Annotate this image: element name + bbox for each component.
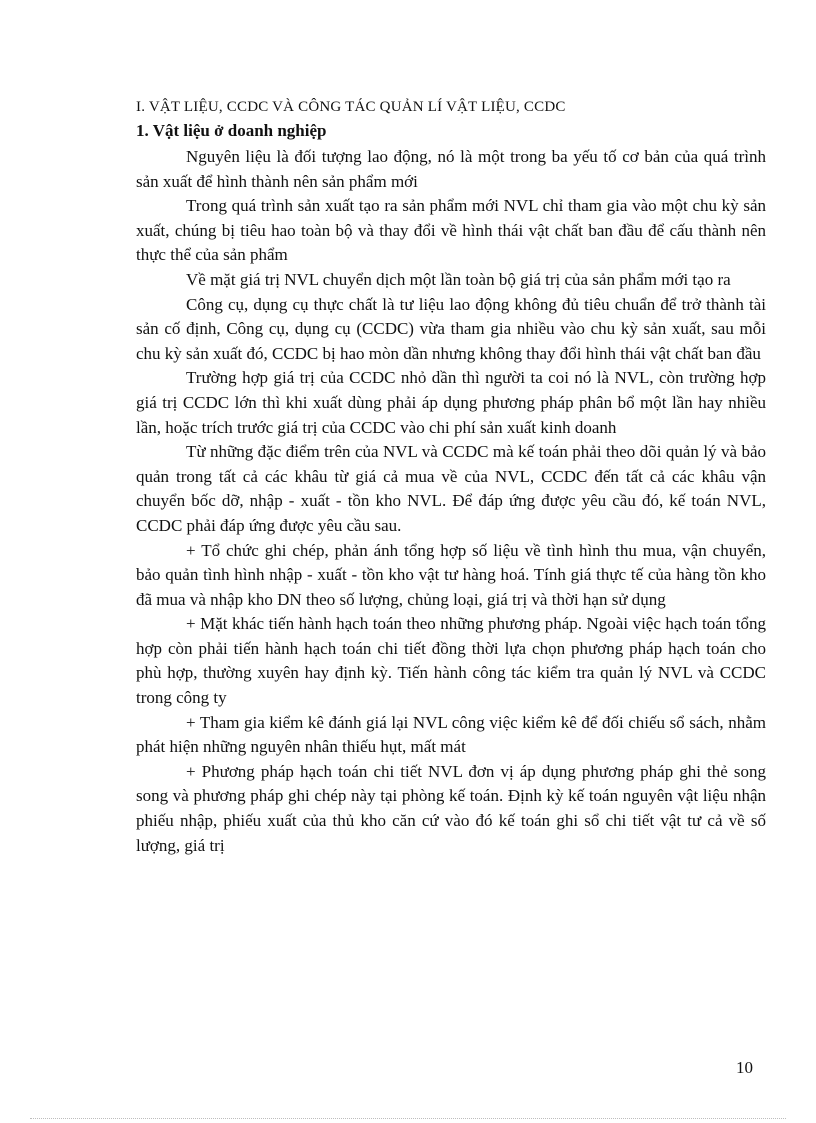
paragraph: Công cụ, dụng cụ thực chất là tư liệu lao động không đủ tiêu chuẩn để trở thành tài sản cố định, Công cụ, dụng cụ (CCDC) vừa tham gia nhiều vào chu kỳ sản xuất, sau mỗi chu kỳ sản xuất đó, CCDC bị hao mòn dần nhưng không thay đổi hình thái vật chất ban đầu: [136, 294, 766, 363]
paragraph: Trường hợp giá trị của CCDC nhỏ dần thì người ta coi nó là NVL, còn trường hợp giá trị CCDC lớn thì khi xuất dùng phải áp dụng phương pháp phân bổ một lần hay nhiều lần, hoặc trích trước giá trị của CCDC vào chi phí sản xuất kinh doanh: [136, 368, 766, 437]
paragraph: Về mặt giá trị NVL chuyển dịch một lần toàn bộ giá trị của sản phẩm mới tạo ra: [186, 269, 731, 289]
subsection-title: 1. Vật liệu ở doanh nghiệp: [136, 121, 327, 140]
section-title: I. VẬT LIỆU, CCDC VÀ CÔNG TÁC QUẢN LÍ VẬT LIỆU, CCDC: [136, 99, 566, 115]
paragraph: Nguyên liệu là đối tượng lao động, nó là một trong ba yếu tố cơ bản của quá trình sản xuất để hình thành nên sản phẩm mới: [136, 147, 766, 191]
paragraph: + Tham gia kiểm kê đánh giá lại NVL công việc kiểm kê để đối chiếu sổ sách, nhằm phát hiện những nguyên nhân thiếu hụt, mất mát: [136, 712, 766, 757]
page-bottom-divider: [30, 1118, 786, 1119]
paragraph: + Mặt khác tiến hành hạch toán theo những phương pháp. Ngoài việc hạch toán tổng hợp còn phải tiến hành hạch toán chi tiết đồng thời lựa chọn phương pháp hạch toán cho phù hợp, thường xuyên hay định kỳ. Tiến hành công tác kiểm tra quản lý NVL và CCDC trong công ty: [136, 614, 766, 708]
paragraph: Từ những đặc điểm trên của NVL và CCDC mà kế toán phải theo dõi quản lý và bảo quản trong tất cả các khâu từ giá cả mua về của NVL, CCDC đến tất cả các khâu vận chuyển bốc dỡ, nhập - xuất - tồn kho NVL. Để đáp ứng được yêu cầu đó, kế toán NVL, CCDC phải đáp ứng được yêu cầu sau.: [136, 442, 766, 535]
page-number: 10: [736, 1058, 753, 1077]
paragraph: Trong quá trình sản xuất tạo ra sản phẩm mới NVL chỉ tham gia vào một chu kỳ sản xuất, chúng bị tiêu hao toàn bộ và thay đổi về hình thái vật chất ban đầu để cấu thành nên thực thể của sản phẩm: [136, 196, 766, 265]
page-content: [136, 95, 766, 858]
paragraph: + Phương pháp hạch toán chi tiết NVL đơn vị áp dụng phương pháp ghi thẻ song song và phương pháp ghi chép này tại phòng kế toán. Định kỳ kế toán nguyên vật liệu nhận phiếu nhập, phiếu xuất của thủ kho căn cứ vào đó kế toán ghi sổ chi tiết vật tư cả về số lượng, giá trị: [136, 761, 766, 855]
paragraph: + Tổ chức ghi chép, phản ánh tổng hợp số liệu về tình hình thu mua, vận chuyển, bảo quản tình hình nhập - xuất - tồn kho vật tư hàng hoá. Tính giá thực tế của hàng tồn kho đã mua và nhập kho DN theo số lượng, chủng loại, giá trị và thời hạn sử dụng: [136, 540, 766, 609]
